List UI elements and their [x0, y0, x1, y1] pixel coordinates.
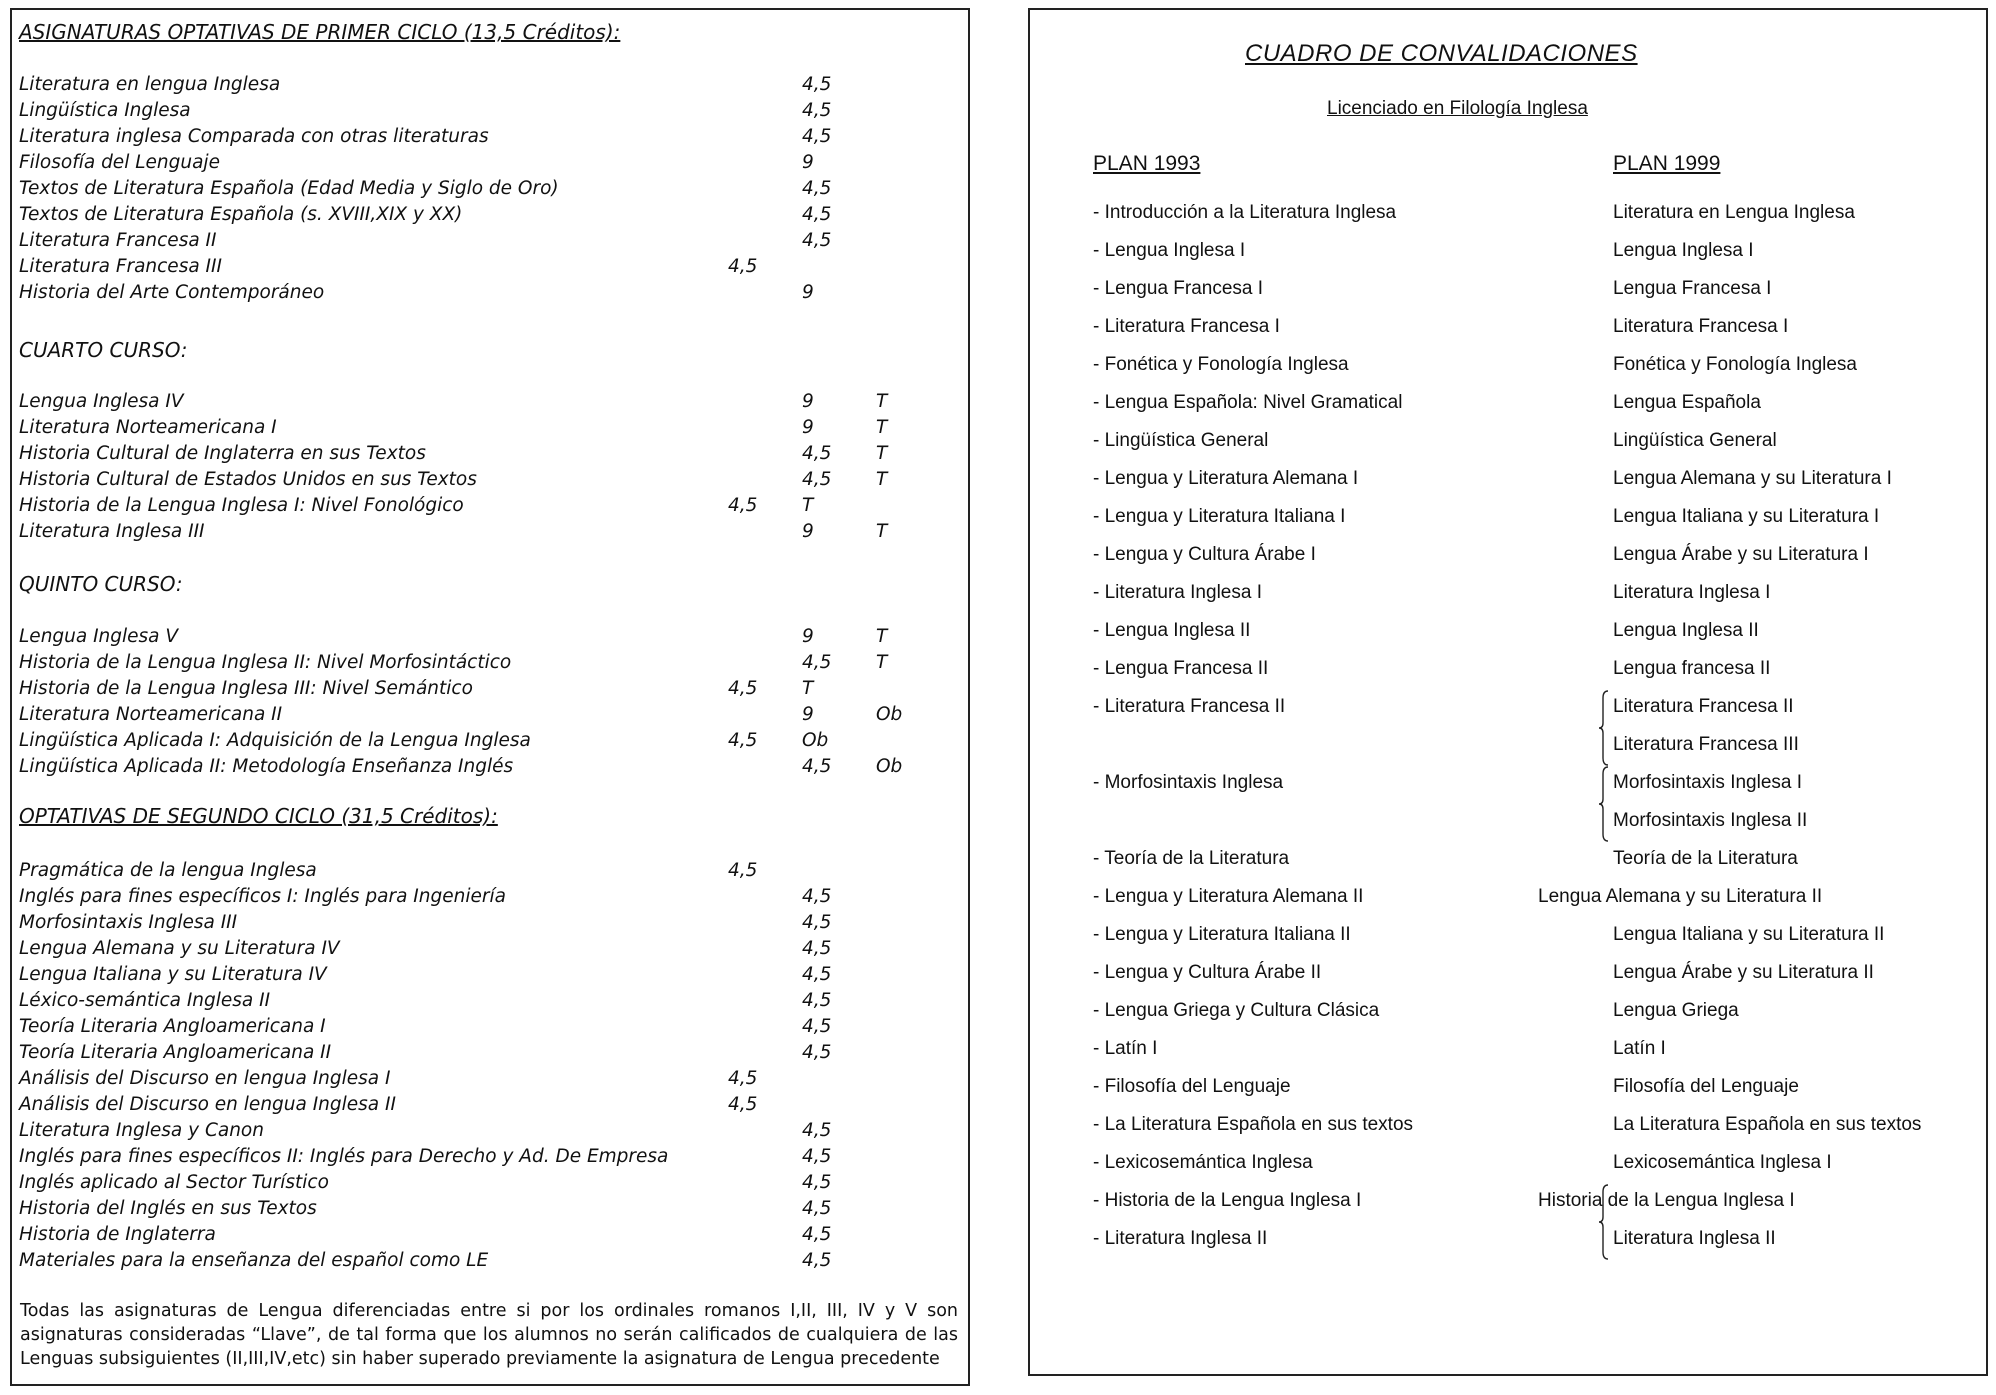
course-row — [12, 256, 968, 282]
course-name: Historia Cultural de Inglaterra en sus Textos — [19, 443, 426, 464]
plan-1999-item: Lexicosemántica Inglesa I — [1613, 1152, 1832, 1173]
course-row — [12, 886, 968, 912]
course-row — [12, 652, 968, 678]
plan-1999-item: Lengua Inglesa II — [1613, 620, 1759, 641]
type-col: T — [876, 626, 888, 647]
course-row — [12, 938, 968, 964]
course-name: Literatura Francesa II — [19, 230, 217, 251]
plan-1999-item: Lengua Francesa I — [1613, 278, 1772, 299]
optativas-panel — [10, 8, 970, 1386]
course-name: Análisis del Discurso en lengua Inglesa I — [19, 1068, 391, 1089]
credits-col-b: 4,5 — [802, 912, 832, 933]
plan-1999-item: Historia de la Lengua Inglesa I — [1538, 1190, 1795, 1211]
credits-col-b: 4,5 — [802, 178, 832, 199]
credits-col-b: 9 — [802, 391, 814, 412]
course-name: Lengua Alemana y su Literatura IV — [19, 938, 340, 959]
credits-col-b: 9 — [802, 417, 814, 438]
plan-1993-header: PLAN 1993 — [1093, 152, 1201, 175]
plan-1993-item: - Lexicosemántica Inglesa — [1093, 1152, 1313, 1173]
course-row — [12, 391, 968, 417]
course-row — [12, 1224, 968, 1250]
plan-1999-item: Fonética y Fonología Inglesa — [1613, 354, 1857, 375]
credits-col-b: 9 — [802, 626, 814, 647]
plan-1999-item: Lengua Árabe y su Literatura II — [1613, 962, 1874, 983]
plan-1999-item: Literatura Francesa I — [1613, 316, 1789, 337]
plan-1993-item: - Latín I — [1093, 1038, 1158, 1059]
section-title-cuarto-curso: CUARTO CURSO: — [19, 338, 188, 362]
plan-1993-item: - Lengua Griega y Cultura Clásica — [1093, 1000, 1380, 1021]
plan-1999-item: Lengua Alemana y su Literatura II — [1538, 886, 1823, 907]
credits-col-b: 4,5 — [802, 204, 832, 225]
course-row — [12, 1068, 968, 1094]
type-col: T — [876, 521, 888, 542]
group-brace — [1598, 766, 1608, 842]
plan-1993-item: - Lengua Francesa II — [1093, 658, 1269, 679]
course-name: Historia de la Lengua Inglesa II: Nivel Morfosintáctico — [19, 652, 512, 673]
credits-col-b: 4,5 — [802, 756, 832, 777]
credits-col-a: 4,5 — [728, 730, 758, 751]
convalidaciones-content — [1030, 10, 1986, 1374]
credits-col-b: 9 — [802, 521, 814, 542]
plan-1999-item: La Literatura Española en sus textos — [1613, 1114, 1922, 1135]
plan-1993-item: - Lengua Inglesa II — [1093, 620, 1251, 641]
credits-col-b: 4,5 — [802, 74, 832, 95]
credits-col-b: 4,5 — [802, 1224, 832, 1245]
course-name: Textos de Literatura Española (Edad Media y Siglo de Oro) — [19, 178, 559, 199]
course-row — [12, 1146, 968, 1172]
plan-1993-item: - Literatura Francesa I — [1093, 316, 1280, 337]
credits-col-b: 4,5 — [802, 1198, 832, 1219]
plan-1993-item: - Literatura Inglesa I — [1093, 582, 1262, 603]
type-col: T — [876, 652, 888, 673]
plan-1999-item: Filosofía del Lenguaje — [1613, 1076, 1799, 1097]
course-name: Filosofía del Lenguaje — [19, 152, 220, 173]
plan-1999-item: Lengua Árabe y su Literatura I — [1613, 544, 1869, 565]
course-row — [12, 730, 968, 756]
credits-col-b: 4,5 — [802, 990, 832, 1011]
credits-col-b: 4,5 — [802, 652, 832, 673]
course-row — [12, 1172, 968, 1198]
course-name: Inglés para fines específicos I: Inglés para Ingeniería — [19, 886, 506, 907]
type-col: T — [876, 417, 888, 438]
credits-col-a: 4,5 — [728, 1068, 758, 1089]
course-row — [12, 469, 968, 495]
plan-1999-header: PLAN 1999 — [1613, 152, 1721, 175]
course-name: Inglés para fines específicos II: Inglés para Derecho y Ad. De Empresa — [19, 1146, 669, 1167]
course-row — [12, 626, 968, 652]
credits-col-b: 4,5 — [802, 230, 832, 251]
convalidaciones-title: CUADRO DE CONVALIDACIONES — [1245, 40, 1638, 67]
plan-1999-item: Lengua francesa II — [1613, 658, 1771, 679]
credits-col-b: 4,5 — [802, 443, 832, 464]
course-row — [12, 204, 968, 230]
credits-col-b: 4,5 — [802, 1042, 832, 1063]
credits-col-b: 4,5 — [802, 1250, 832, 1271]
course-row — [12, 74, 968, 100]
plan-1999-item: Lingüística General — [1613, 430, 1777, 451]
credits-col-b: 4,5 — [802, 938, 832, 959]
plan-1999-item: Lengua Griega — [1613, 1000, 1739, 1021]
credits-col-b: 4,5 — [802, 469, 832, 490]
course-row — [12, 495, 968, 521]
plan-1993-item: - Lengua y Cultura Árabe II — [1093, 962, 1322, 983]
plan-1993-item: - Filosofía del Lenguaje — [1093, 1076, 1291, 1097]
course-row — [12, 990, 968, 1016]
course-row — [12, 1016, 968, 1042]
plan-1999-item: Lengua Italiana y su Literatura I — [1613, 506, 1880, 527]
plan-1993-item: - Lengua Francesa I — [1093, 278, 1264, 299]
course-row — [12, 704, 968, 730]
credits-col-b: 9 — [802, 282, 814, 303]
credits-col-b: 4,5 — [802, 886, 832, 907]
type-col: Ob — [876, 756, 903, 777]
course-name: Textos de Literatura Española (s. XVIII,XIX y XX) — [19, 204, 463, 225]
course-name: Lingüística Aplicada II: Metodología Enseñanza Inglés — [19, 756, 514, 777]
credits-col-b: Ob — [802, 730, 829, 751]
convalidaciones-panel — [1028, 8, 1988, 1376]
plan-1999-item: Morfosintaxis Inglesa II — [1613, 810, 1808, 831]
course-name: Lengua Inglesa IV — [19, 391, 184, 412]
plan-1999-item: Lengua Inglesa I — [1613, 240, 1754, 261]
course-row — [12, 1250, 968, 1276]
credits-col-b: 4,5 — [802, 126, 832, 147]
course-name: Literatura Norteamericana II — [19, 704, 283, 725]
course-name: Lengua Inglesa V — [19, 626, 179, 647]
course-row — [12, 417, 968, 443]
plan-1993-item: - Lengua Inglesa I — [1093, 240, 1246, 261]
course-name: Literatura Norteamericana I — [19, 417, 277, 438]
plan-1999-item: Lengua Alemana y su Literatura I — [1613, 468, 1892, 489]
plan-1993-item: - La Literatura Española en sus textos — [1093, 1114, 1414, 1135]
credits-col-b: 4,5 — [802, 100, 832, 121]
plan-1993-item: - Lengua y Literatura Italiana II — [1093, 924, 1351, 945]
plan-1993-item: - Introducción a la Literatura Inglesa — [1093, 202, 1397, 223]
course-row — [12, 282, 968, 308]
plan-1993-item: - Literatura Inglesa II — [1093, 1228, 1268, 1249]
course-name: Literatura Inglesa III — [19, 521, 205, 542]
plan-1993-item: - Morfosintaxis Inglesa — [1093, 772, 1284, 793]
plan-1999-item: Morfosintaxis Inglesa I — [1613, 772, 1803, 793]
course-name: Literatura en lengua Inglesa — [19, 74, 281, 95]
course-row — [12, 178, 968, 204]
credits-col-b: 4,5 — [802, 1016, 832, 1037]
type-col: T — [876, 443, 888, 464]
plan-1999-item: Lengua Italiana y su Literatura II — [1613, 924, 1885, 945]
course-name: Historia de la Lengua Inglesa III: Nivel Semántico — [19, 678, 473, 699]
credits-col-a: 4,5 — [728, 256, 758, 277]
plan-1993-item: - Lengua y Cultura Árabe I — [1093, 544, 1316, 565]
course-row — [12, 100, 968, 126]
group-brace — [1598, 690, 1608, 766]
type-col: T — [876, 391, 888, 412]
course-row — [12, 1042, 968, 1068]
course-row — [12, 860, 968, 886]
plan-1999-item: Literatura en Lengua Inglesa — [1613, 202, 1855, 223]
plan-1999-item: Literatura Inglesa II — [1613, 1228, 1776, 1249]
plan-1999-item: Latín I — [1613, 1038, 1666, 1059]
course-name: Materiales para la enseñanza del español como LE — [19, 1250, 489, 1271]
course-row — [12, 230, 968, 256]
plan-1993-item: - Lingüística General — [1093, 430, 1269, 451]
credits-col-a: 4,5 — [728, 495, 758, 516]
section-title-quinto-curso: QUINTO CURSO: — [19, 572, 183, 596]
course-name: Teoría Literaria Angloamericana I — [19, 1016, 326, 1037]
course-name: Análisis del Discurso en lengua Inglesa II — [19, 1094, 396, 1115]
plan-1999-item: Literatura Inglesa I — [1613, 582, 1771, 603]
course-name: Lengua Italiana y su Literatura IV — [19, 964, 327, 985]
plan-1993-item: - Lengua Española: Nivel Gramatical — [1093, 392, 1403, 413]
course-name: Literatura Francesa III — [19, 256, 222, 277]
course-name: Literatura Inglesa y Canon — [19, 1120, 264, 1141]
plan-1999-item: Literatura Francesa III — [1613, 734, 1799, 755]
course-row — [12, 912, 968, 938]
course-name: Teoría Literaria Angloamericana II — [19, 1042, 332, 1063]
course-name: Lingüística Aplicada I: Adquisición de la Lengua Inglesa — [19, 730, 531, 751]
course-row — [12, 756, 968, 782]
course-name: Historia Cultural de Estados Unidos en sus Textos — [19, 469, 477, 490]
credits-col-b: 4,5 — [802, 1120, 832, 1141]
course-name: Lingüística Inglesa — [19, 100, 191, 121]
credits-col-b: 4,5 — [802, 1172, 832, 1193]
course-name: Literatura inglesa Comparada con otras literaturas — [19, 126, 489, 147]
plan-1999-item: Lengua Española — [1613, 392, 1761, 413]
credits-col-b: T — [802, 678, 814, 699]
credits-col-b: T — [802, 495, 814, 516]
course-name: Léxico-semántica Inglesa II — [19, 990, 271, 1011]
course-name: Historia del Inglés en sus Textos — [19, 1198, 317, 1219]
type-col: Ob — [876, 704, 903, 725]
course-row — [12, 678, 968, 704]
credits-col-b: 9 — [802, 704, 814, 725]
course-row — [12, 964, 968, 990]
course-row — [12, 1094, 968, 1120]
plan-1999-item: Literatura Francesa II — [1613, 696, 1794, 717]
credits-col-b: 4,5 — [802, 1146, 832, 1167]
credits-col-a: 4,5 — [728, 860, 758, 881]
plan-1993-item: - Teoría de la Literatura — [1093, 848, 1290, 869]
course-name: Historia de Inglaterra — [19, 1224, 216, 1245]
course-name: Historia del Arte Contemporáneo — [19, 282, 325, 303]
course-row — [12, 1198, 968, 1224]
credits-col-b: 4,5 — [802, 964, 832, 985]
convalidaciones-subtitle: Licenciado en Filología Inglesa — [1327, 98, 1588, 119]
plan-1993-item: - Lengua y Literatura Italiana I — [1093, 506, 1346, 527]
plan-1993-item: - Lengua y Literatura Alemana II — [1093, 886, 1364, 907]
course-row — [12, 126, 968, 152]
credits-col-b: 9 — [802, 152, 814, 173]
plan-1993-item: - Lengua y Literatura Alemana I — [1093, 468, 1359, 489]
plan-1993-item: - Literatura Francesa II — [1093, 696, 1286, 717]
plan-1993-item: - Historia de la Lengua Inglesa I — [1093, 1190, 1362, 1211]
section-title-optativas-segundo-ciclo: OPTATIVAS DE SEGUNDO CICLO (31,5 Créditos): — [19, 804, 498, 828]
plan-1999-item: Teoría de la Literatura — [1613, 848, 1798, 869]
course-row — [12, 443, 968, 469]
course-name: Historia de la Lengua Inglesa I: Nivel Fonológico — [19, 495, 464, 516]
course-name: Pragmática de la lengua Inglesa — [19, 860, 317, 881]
course-row — [12, 152, 968, 178]
course-name: Morfosintaxis Inglesa III — [19, 912, 238, 933]
llave-note: Todas las asignaturas de Lengua diferenciadas entre si por los ordinales romanos I,II, III, IV y V son asignaturas consideradas “Llave”, de tal forma que los alumnos no serán calificados de cualquiera de las Lenguas subsiguientes (II,III,IV,etc) sin haber superado previamente la asignatura de Lengua precedente — [20, 1301, 958, 1369]
credits-col-a: 4,5 — [728, 1094, 758, 1115]
type-col: T — [876, 469, 888, 490]
group-brace — [1598, 1184, 1608, 1260]
credits-col-a: 4,5 — [728, 678, 758, 699]
plan-1993-item: - Fonética y Fonología Inglesa — [1093, 354, 1349, 375]
course-row — [12, 1120, 968, 1146]
course-name: Inglés aplicado al Sector Turístico — [19, 1172, 329, 1193]
course-row — [12, 521, 968, 547]
section-title-optativas-primer-ciclo: ASIGNATURAS OPTATIVAS DE PRIMER CICLO (13,5 Créditos): — [19, 20, 621, 44]
optativas-content — [12, 10, 968, 1384]
